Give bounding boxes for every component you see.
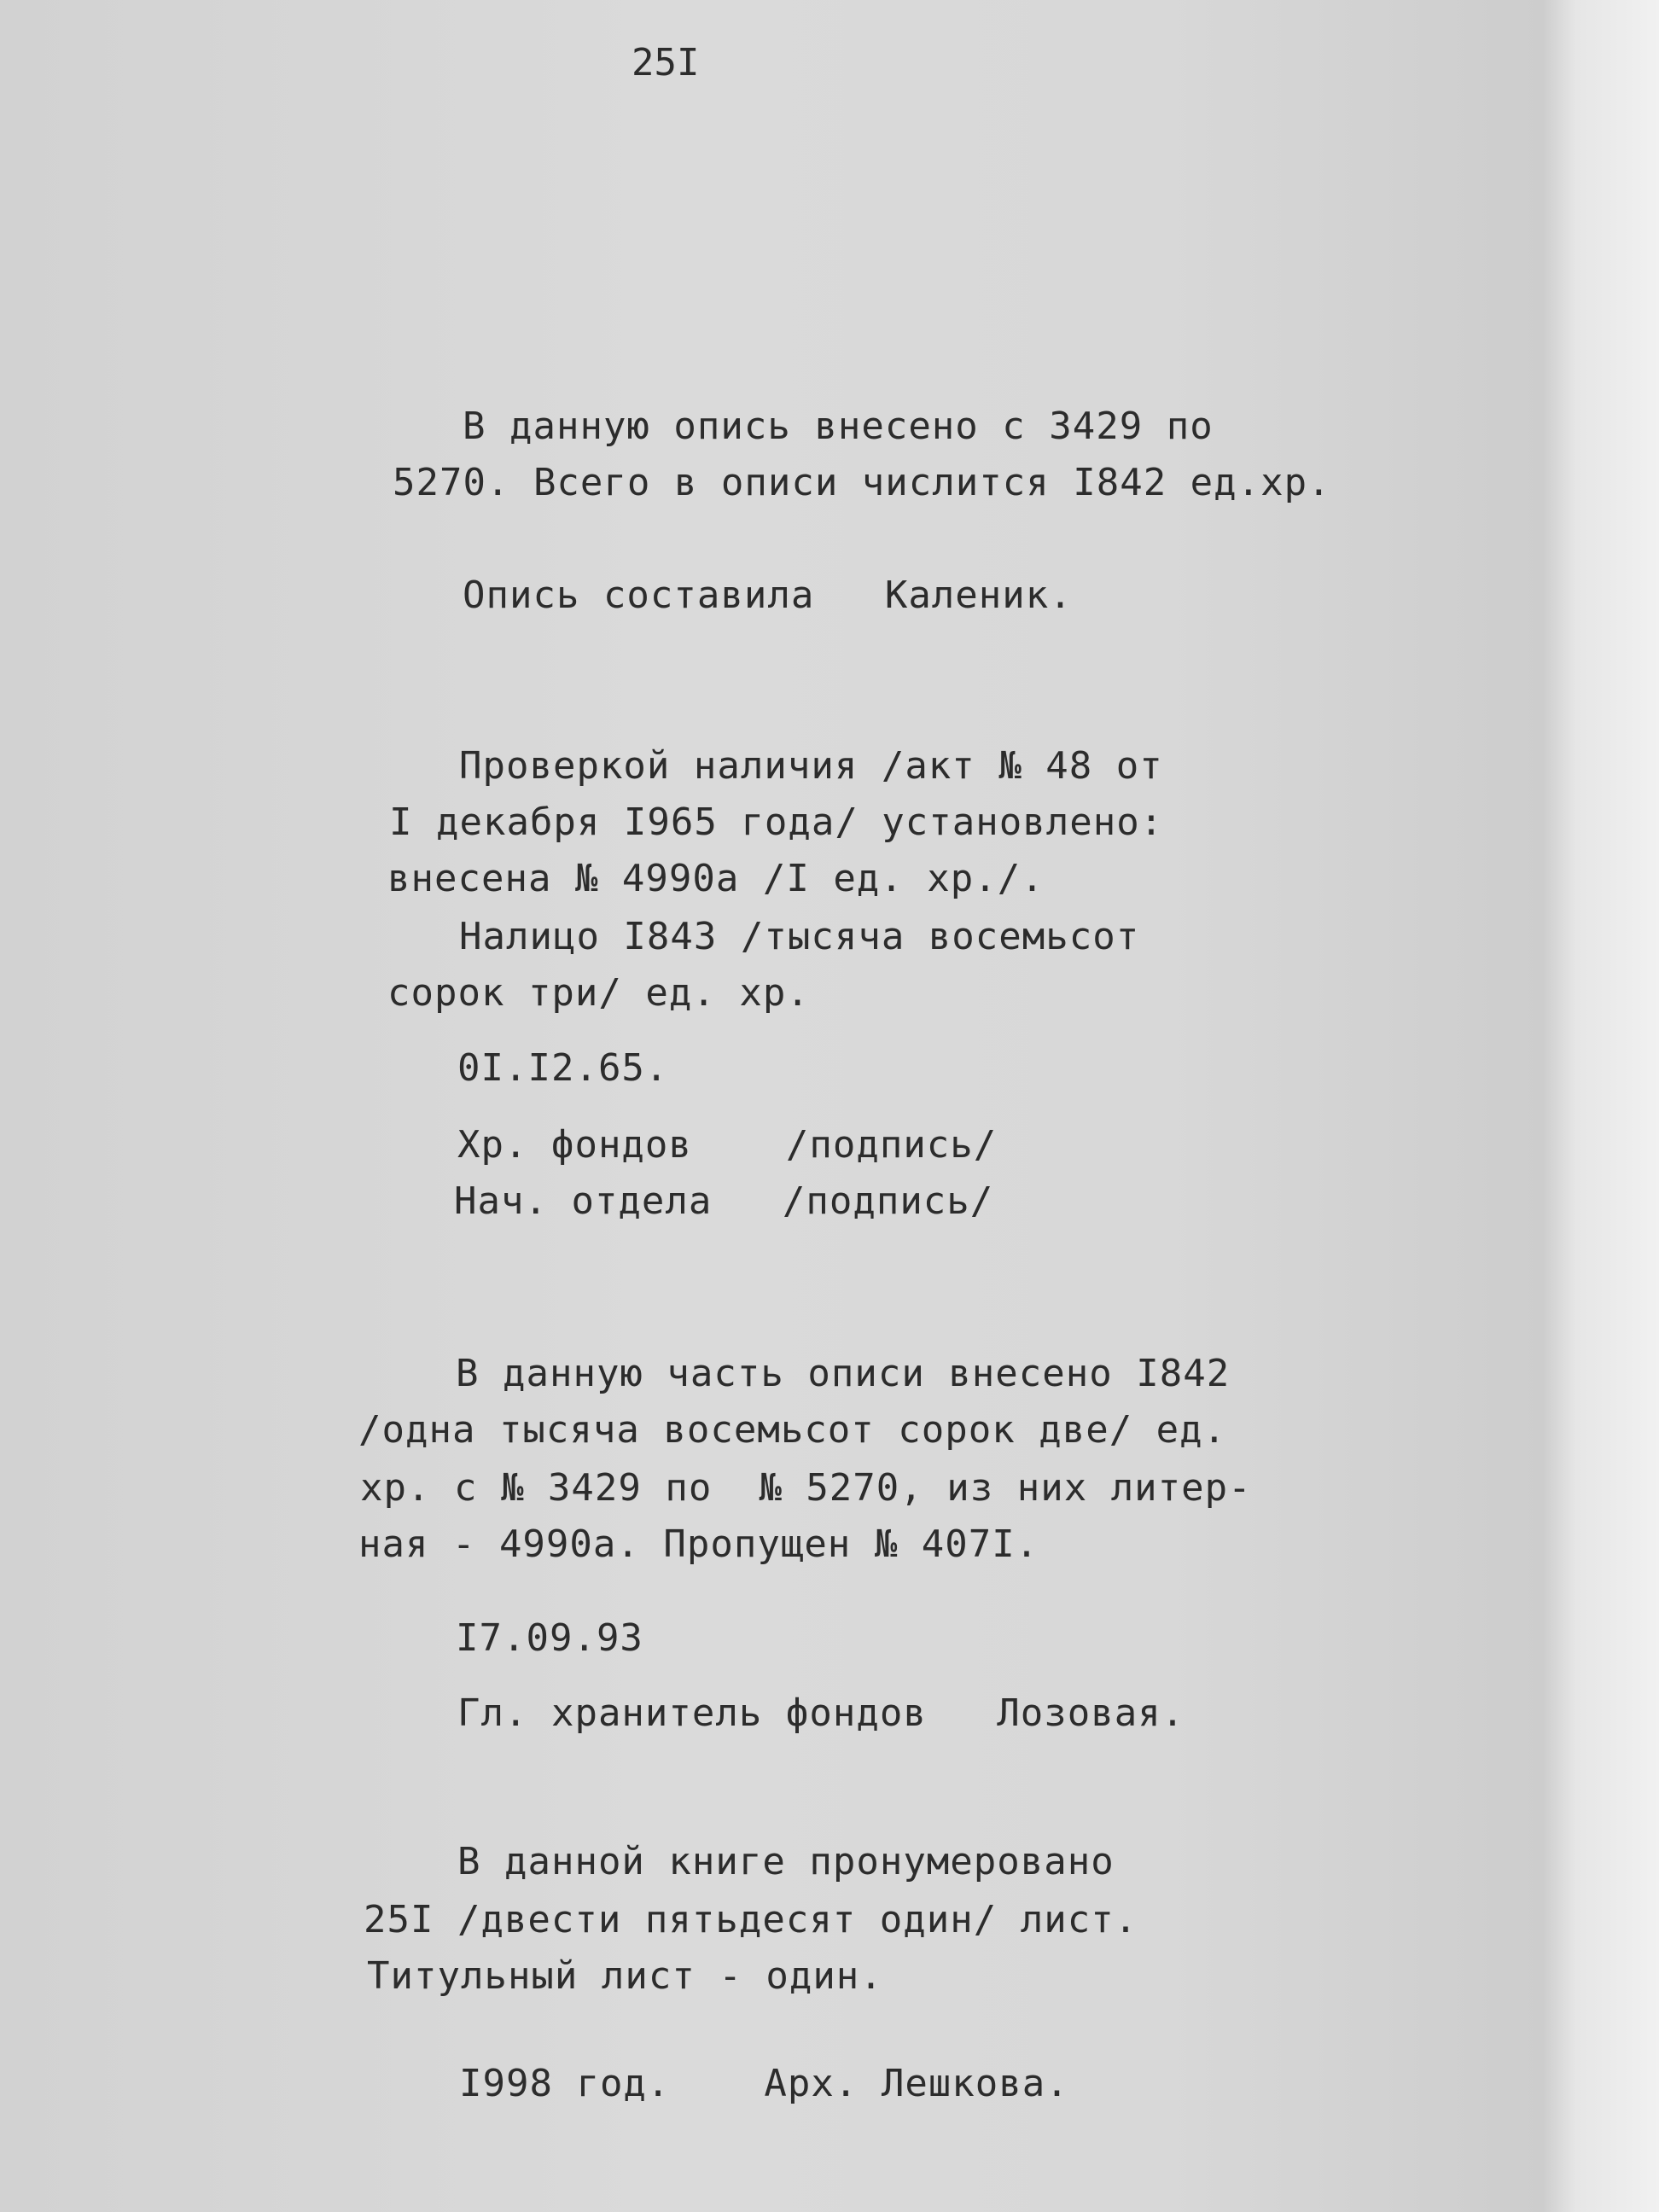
page-number: 25I: [632, 41, 700, 84]
block2-line-1: Проверкой наличия /акт № 48 от: [459, 744, 1163, 788]
block3-line-3: хр. с № 3429 по № 5270, из них литер-: [360, 1466, 1252, 1510]
block4-line-2: 25I /двести пятьдесят один/ лист.: [364, 1898, 1138, 1941]
block3-date: I7.09.93: [456, 1616, 643, 1660]
block4-line-1: В данной книге пронумеровано: [457, 1840, 1115, 1883]
block2-line-2: I декабря I965 года/ установлено:: [389, 800, 1164, 844]
signature-line-keeper: Хр. фондов /подпись/: [457, 1123, 998, 1167]
signature-line-head: Нач. отдела /подпись/: [454, 1179, 994, 1223]
block2-line-4: Налицо I843 /тысяча восемьсот: [459, 915, 1140, 958]
block2-line-3: внесена № 4990а /I ед. хр./.: [387, 857, 1045, 900]
signature-line-chief-keeper: Гл. хранитель фондов Лозовая.: [457, 1691, 1185, 1735]
block2-date: 0I.I2.65.: [457, 1046, 669, 1090]
block2-line-5: сорок три/ ед. хр.: [387, 971, 810, 1015]
block1-line-1: В данную опись внесено с 3429 по: [463, 405, 1214, 448]
compiled-by-line: Опись составила Каленик.: [463, 573, 1073, 617]
block3-line-1: В данную часть описи внесено I842: [456, 1352, 1231, 1395]
block3-line-2: /одна тысяча восемьсот сорок две/ ед.: [358, 1408, 1227, 1452]
block4-line-3: Титульный лист - один.: [367, 1954, 883, 1998]
block1-line-2: 5270. Всего в описи числится I842 ед.хр.: [393, 461, 1331, 504]
signature-line-archivist: I998 год. Арх. Лешкова.: [459, 2062, 1069, 2105]
block3-line-4: ная - 4990а. Пропущен № 407I.: [358, 1522, 1039, 1566]
